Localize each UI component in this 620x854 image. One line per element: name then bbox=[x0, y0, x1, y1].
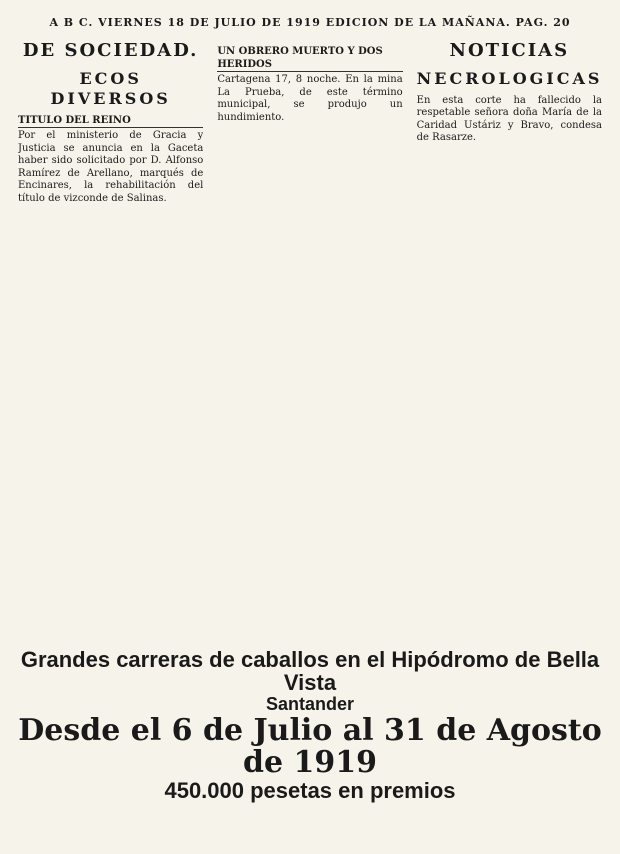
racing-advertisement bbox=[18, 648, 602, 804]
ad-line-2: Santander bbox=[265, 694, 355, 715]
middle-paragraph-1: Cartagena 17, 8 noche. En la mina La Prueba, de este término municipal, se produjo un hundimiento. bbox=[217, 74, 403, 123]
middle-column bbox=[217, 40, 402, 640]
left-paragraph-1: Por el ministerio de Gracia y Justicia se anuncia en la Gaceta haber sido solicitado por D. Alfonso Ramírez de Arellano, marqués de Encinares, la rehabilitación del título de vizconde de Salinas. bbox=[18, 130, 204, 204]
left-subtitle: ECOS DIVERSOS bbox=[50, 68, 171, 108]
right-title: NOTICIAS bbox=[449, 40, 570, 61]
left-title: DE SOCIEDAD. bbox=[22, 40, 199, 61]
ad-line-3: Desde el 6 de Julio al 31 de Agosto de 1919 bbox=[18, 713, 602, 780]
page-header: A B C. VIERNES 18 DE JULIO DE 1919 EDICION DE LA MAÑANA. PAG. 20 bbox=[49, 16, 571, 29]
middle-section-1: UN OBRERO MUERTO Y DOS HERIDOS bbox=[217, 46, 402, 72]
right-paragraph-1: En esta corte ha fallecido la respetable señora doña María de la Caridad Ustáriz y Bravo, condesa de Rasarze. bbox=[416, 94, 602, 143]
right-column bbox=[417, 40, 602, 640]
right-subtitle: NECROLOGICAS bbox=[416, 68, 602, 88]
ad-line-4: 450.000 pesetas en premios bbox=[164, 778, 456, 804]
ad-line-1: Grandes carreras de caballos en el Hipódromo de Bella Vista bbox=[20, 647, 600, 696]
left-section-1: TITULO DEL REINO bbox=[18, 115, 203, 129]
left-column bbox=[18, 40, 203, 640]
columns bbox=[18, 40, 602, 640]
